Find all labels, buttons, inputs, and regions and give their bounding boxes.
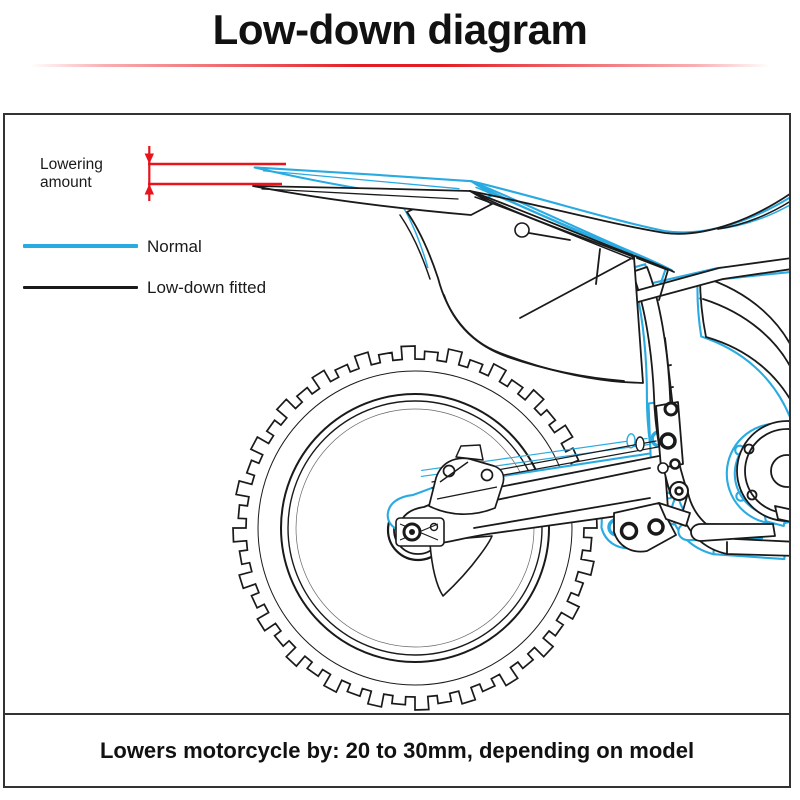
measure-arrow-down xyxy=(145,154,154,165)
rear-axle xyxy=(396,518,444,546)
measure-arrow-up xyxy=(145,184,154,195)
legend-normal-swatch xyxy=(23,244,138,248)
lowering-measure-lines xyxy=(145,146,286,201)
page-title: Low-down diagram xyxy=(212,6,588,53)
caption-text: Lowers motorcycle by: 20 to 30mm, depending on model xyxy=(99,737,695,763)
lowering-amount-label xyxy=(40,156,103,192)
legend-normal-label: Normal xyxy=(147,237,202,256)
lowering-amount-line1: Lowering xyxy=(40,156,103,173)
legend-lowdown-label: Low-down fitted xyxy=(147,278,267,297)
lowering-amount-line2: amount xyxy=(40,174,92,191)
legend-lowdown-swatch xyxy=(23,286,138,289)
